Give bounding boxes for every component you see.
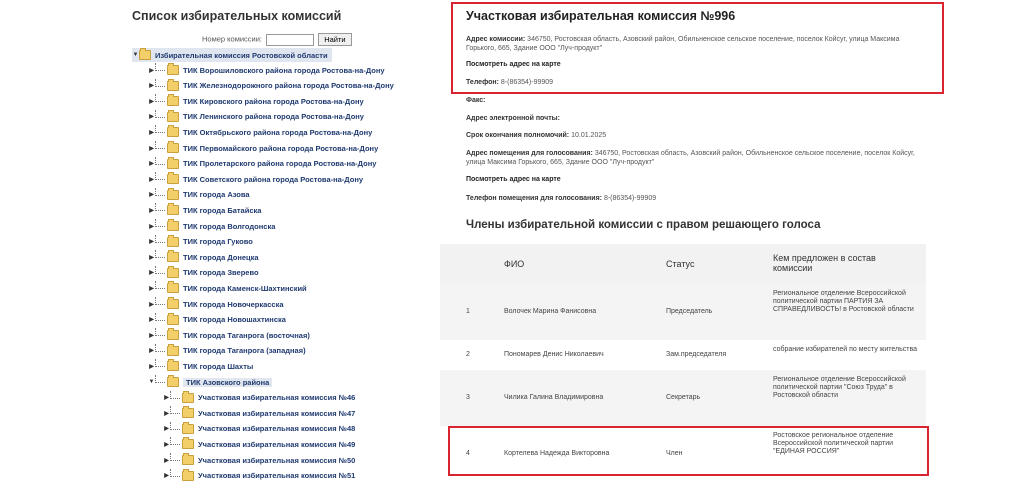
folder-icon	[167, 221, 179, 231]
tree-connector	[155, 359, 165, 367]
tree-connector	[170, 406, 180, 414]
voting-phone-label: Телефон помещения для голосования:	[466, 195, 602, 202]
tree-node-label[interactable]: ТИК Азовского района	[183, 378, 272, 387]
folder-icon	[167, 268, 179, 278]
cell-name: Пономарев Денис Николаевич	[504, 351, 604, 358]
tree-node[interactable]	[148, 359, 253, 373]
cell-name: Волочек Марина Фанисовна	[504, 308, 597, 315]
tree-node[interactable]	[148, 63, 385, 77]
cell-status: Секретарь	[666, 394, 701, 401]
tree-node[interactable]	[148, 125, 372, 139]
tree-node[interactable]	[148, 313, 286, 327]
phone-label: Телефон:	[466, 79, 499, 86]
tree-connector	[155, 266, 165, 274]
expand-arrow-icon[interactable]: ▶	[149, 301, 154, 308]
commission-title: Участковая избирательная комиссия №996	[466, 9, 736, 23]
cell-number: 4	[466, 450, 470, 457]
folder-icon	[182, 424, 194, 434]
table-row	[440, 340, 926, 370]
term-value: 10.01.2025	[571, 132, 607, 139]
tree-connector	[155, 172, 165, 180]
tree-node[interactable]	[148, 344, 306, 358]
tree-connector	[155, 79, 165, 87]
cell-name: Кортелева Надежда Викторовна	[504, 450, 610, 457]
search-label: Номер комиссии:	[202, 34, 263, 44]
find-button[interactable]: Найти	[318, 33, 351, 46]
voting-address-value: 346750, Ростовская область, Азовский район, Обильненское сельское поселение, поселок Койсуг, улица Максима Горького, 665, Здание ООО "Луч-продукт"	[466, 150, 915, 166]
tree-node[interactable]	[148, 157, 376, 171]
tree-node-label[interactable]: ТИК Железнодорожного района города Ростова-на-Дону	[183, 81, 394, 91]
expand-arrow-icon[interactable]: ▶	[149, 98, 154, 105]
panel-title: Список избирательных комиссий	[132, 9, 342, 23]
expand-arrow-icon[interactable]: ▼	[148, 379, 155, 385]
tree-node-label[interactable]: ТИК города Зверево	[183, 268, 259, 278]
column-header-status: Статус	[666, 259, 695, 269]
tree-node-label[interactable]: ТИК Кировского района города Ростова-на-Дону	[183, 96, 364, 106]
folder-icon	[167, 65, 179, 75]
tree-connector	[155, 203, 165, 211]
expand-arrow-icon[interactable]: ▶	[149, 285, 154, 292]
folder-icon	[167, 283, 179, 293]
tree-connector	[155, 63, 165, 71]
cell-proposed: собрание избирателей по месту жительства	[773, 346, 918, 353]
folder-icon	[167, 361, 179, 371]
cell-proposed: Ростовское региональное отделение Всероссийской политической партии "ЕДИНАЯ РОССИЯ"	[773, 432, 894, 455]
tree-connector	[170, 391, 180, 399]
tree-node-label[interactable]: ТИК Советского района города Ростова-на-Дону	[183, 174, 364, 184]
cell-proposed: Региональное отделение Всероссийской политической партии "Союз Труда" в Ростовской области	[773, 376, 906, 399]
tree-connector	[170, 422, 180, 430]
tree-connector	[155, 94, 165, 102]
tree-node-label[interactable]: ТИК Пролетарского района города Ростова-на-Дону	[183, 159, 377, 169]
voting-phone-value: 8-(86354)-99909	[603, 195, 657, 202]
tree-connector	[155, 110, 165, 118]
expand-arrow-icon[interactable]: ▶	[149, 129, 154, 136]
expand-arrow-icon[interactable]: ▶	[149, 83, 154, 90]
tree-node[interactable]	[148, 110, 364, 124]
folder-icon	[167, 346, 179, 356]
tree-node-label[interactable]: Участковая избирательная комиссия №51	[198, 471, 356, 481]
tree-connector	[155, 188, 165, 196]
cell-number: 1	[466, 308, 470, 315]
tree-node[interactable]	[148, 172, 363, 186]
commission-tree-panel	[132, 0, 442, 481]
tree-connector	[170, 469, 180, 477]
expand-arrow-icon[interactable]: ▼	[132, 52, 139, 58]
tree-node[interactable]	[148, 266, 259, 280]
tree-root-label[interactable]: Избирательная комиссия Ростовской области	[155, 50, 328, 60]
highlight-box-member	[448, 426, 929, 476]
cell-number: 3	[466, 394, 470, 401]
column-header-proposed: Кем предложен в состав комиссии	[773, 253, 876, 273]
tree-node[interactable]	[148, 94, 364, 108]
tree-connector	[155, 235, 165, 243]
folder-icon	[167, 299, 179, 309]
folder-icon	[167, 143, 179, 153]
expand-arrow-icon[interactable]: ▶	[164, 410, 169, 417]
expand-arrow-icon[interactable]: ▶	[164, 441, 169, 448]
tree-root[interactable]	[132, 48, 332, 62]
folder-icon	[139, 50, 151, 60]
expand-arrow-icon[interactable]: ▶	[149, 239, 154, 246]
tree-node-label[interactable]: ТИК города Каменск-Шахтинский	[183, 283, 307, 293]
folder-icon	[167, 96, 179, 106]
folder-icon	[167, 174, 179, 184]
phone-value: 8-(86354)-99909	[500, 79, 554, 86]
tree-node[interactable]	[148, 297, 284, 311]
tree-node[interactable]	[163, 437, 355, 451]
expand-arrow-icon[interactable]: ▶	[149, 67, 154, 74]
tree-node[interactable]	[148, 328, 310, 342]
cell-number: 2	[466, 351, 470, 358]
tree-node-label[interactable]: ТИК города Новошахтинска	[183, 315, 286, 325]
email-label: Адрес электронной почты:	[466, 115, 560, 122]
tree-connector	[155, 141, 165, 149]
tree-node-label[interactable]: ТИК города Донецка	[183, 252, 259, 262]
cell-name: Чилика Галина Владимировна	[504, 394, 604, 401]
voting-address-label: Адрес помещения для голосования:	[466, 150, 593, 157]
tree-node-label[interactable]: ТИК Октябрьского района города Ростова-на-Дону	[183, 127, 373, 137]
tree-node-label[interactable]: ТИК города Таганрога (западная)	[183, 346, 306, 356]
tree-connector	[155, 313, 165, 321]
expand-arrow-icon[interactable]: ▶	[149, 207, 154, 214]
expand-arrow-icon[interactable]: ▶	[164, 426, 169, 433]
members-section-title: Члены избирательной комиссии с правом решающего голоса	[466, 219, 821, 231]
tree-node-label[interactable]: ТИК города Шахты	[183, 361, 254, 371]
expand-arrow-icon[interactable]: ▶	[149, 332, 154, 339]
table-header	[440, 244, 926, 284]
folder-icon	[167, 127, 179, 137]
voting-address-field	[466, 149, 916, 167]
tree-node-label[interactable]: ТИК города Гуково	[183, 237, 253, 247]
expand-arrow-icon[interactable]: ▶	[164, 473, 169, 480]
expand-arrow-icon[interactable]: ▶	[149, 114, 154, 121]
tree-node-label[interactable]: ТИК города Батайска	[183, 205, 262, 215]
tree-node-label[interactable]: ТИК города Азова	[183, 190, 250, 200]
tree-node[interactable]	[148, 188, 250, 202]
tree-connector	[155, 219, 165, 227]
tree-node-label[interactable]: ТИК города Волгодонска	[183, 221, 276, 231]
tree-node[interactable]	[163, 453, 355, 467]
address-field	[466, 35, 916, 53]
folder-icon	[182, 393, 194, 403]
term-label: Срок окончания полномочий:	[466, 132, 570, 139]
commission-number-input[interactable]	[266, 34, 314, 46]
cell-status: Председатель	[666, 308, 713, 315]
tree-connector	[155, 328, 165, 336]
cell-status: Зам.председателя	[666, 351, 727, 358]
expand-arrow-icon[interactable]: ▶	[149, 145, 154, 152]
tree-node[interactable]	[148, 281, 307, 295]
folder-icon	[167, 330, 179, 340]
expand-arrow-icon[interactable]: ▶	[149, 223, 154, 230]
folder-icon	[167, 252, 179, 262]
voting-phone-field	[466, 194, 916, 203]
cell-status: Член	[666, 450, 683, 457]
folder-icon	[182, 408, 194, 418]
tree-node[interactable]	[163, 406, 355, 420]
expand-arrow-icon[interactable]: ▶	[149, 192, 154, 199]
tree-node[interactable]	[148, 79, 394, 93]
tree-connector	[155, 297, 165, 305]
term-field	[466, 131, 916, 140]
expand-arrow-icon[interactable]: ▶	[149, 363, 154, 370]
expand-arrow-icon[interactable]: ▶	[149, 254, 154, 261]
tree-node[interactable]	[148, 250, 259, 264]
tree-node[interactable]	[163, 422, 355, 436]
tree-node[interactable]	[163, 469, 355, 481]
tree-node-label[interactable]: Участковая избирательная комиссия №48	[198, 424, 356, 434]
fax-label: Факс:	[466, 97, 486, 104]
tree-node-label[interactable]: ТИК Ленинского района города Ростова-на-Дону	[183, 112, 364, 122]
folder-icon	[167, 205, 179, 215]
folder-icon	[167, 315, 179, 325]
folder-icon	[182, 471, 194, 481]
tree-connector	[170, 453, 180, 461]
tree-node-label[interactable]: ТИК Ворошиловского района города Ростова-на-Дону	[183, 65, 385, 75]
expand-arrow-icon[interactable]: ▶	[164, 457, 169, 464]
tree-connector	[155, 157, 165, 165]
tree-node-label[interactable]: ТИК города Таганрога (восточная)	[183, 330, 310, 340]
tree-connector	[155, 281, 165, 289]
address-label: Адрес комиссии:	[466, 36, 526, 43]
folder-icon	[167, 81, 179, 91]
folder-icon	[182, 439, 194, 449]
table-row	[440, 284, 926, 340]
tree-connector	[155, 344, 165, 352]
folder-icon	[167, 112, 179, 122]
tree-connector	[155, 375, 165, 383]
folder-icon	[167, 237, 179, 247]
table-row	[440, 370, 926, 426]
tree-node-label[interactable]: ТИК Первомайского района города Ростова-на-Дону	[183, 143, 379, 153]
commission-search	[202, 33, 352, 46]
tree-connector	[155, 125, 165, 133]
cell-proposed: Региональное отделение Всероссийской политической партии ПАРТИЯ ЗА СПРАВЕДЛИВОСТЬ! в Ростовской области	[773, 290, 914, 313]
expand-arrow-icon[interactable]: ▶	[149, 348, 154, 355]
tree-node-label[interactable]: Участковая избирательная комиссия №50	[198, 455, 356, 465]
folder-icon	[182, 455, 194, 465]
tree-node-label[interactable]: ТИК города Новочеркасска	[183, 299, 284, 309]
email-field	[466, 114, 916, 123]
expand-arrow-icon[interactable]: ▶	[149, 270, 154, 277]
tree-connector	[155, 250, 165, 258]
phone-field	[466, 78, 916, 87]
tree-node[interactable]	[163, 391, 355, 405]
expand-arrow-icon[interactable]: ▶	[149, 161, 154, 168]
tree-node-label[interactable]: Участковая избирательная комиссия №46	[198, 393, 356, 403]
folder-icon	[167, 190, 179, 200]
expand-arrow-icon[interactable]: ▶	[149, 317, 154, 324]
tree-node[interactable]	[148, 141, 378, 155]
column-header-name: ФИО	[504, 259, 525, 269]
tree-node[interactable]	[148, 219, 275, 233]
expand-arrow-icon[interactable]: ▶	[149, 176, 154, 183]
tree-node-label[interactable]: Участковая избирательная комиссия №49	[198, 439, 356, 449]
tree-node-label[interactable]: Участковая избирательная комиссия №47	[198, 408, 356, 418]
map-link[interactable]: Посмотреть адрес на карте	[466, 61, 561, 68]
folder-icon	[167, 159, 179, 169]
tree-connector	[170, 437, 180, 445]
tree-node[interactable]	[148, 375, 272, 389]
map-link-voting[interactable]: Посмотреть адрес на карте	[466, 176, 561, 183]
expand-arrow-icon[interactable]: ▶	[164, 395, 169, 402]
tree-node[interactable]	[148, 203, 261, 217]
tree-node[interactable]	[148, 235, 253, 249]
folder-icon	[167, 377, 179, 387]
fax-field	[466, 96, 916, 105]
address-value: 346750, Ростовская область, Азовский район, Обильненское сельское поселение, поселок Койсуг, улица Максима Горького, 665, Здание ООО "Луч-продукт"	[466, 36, 900, 52]
